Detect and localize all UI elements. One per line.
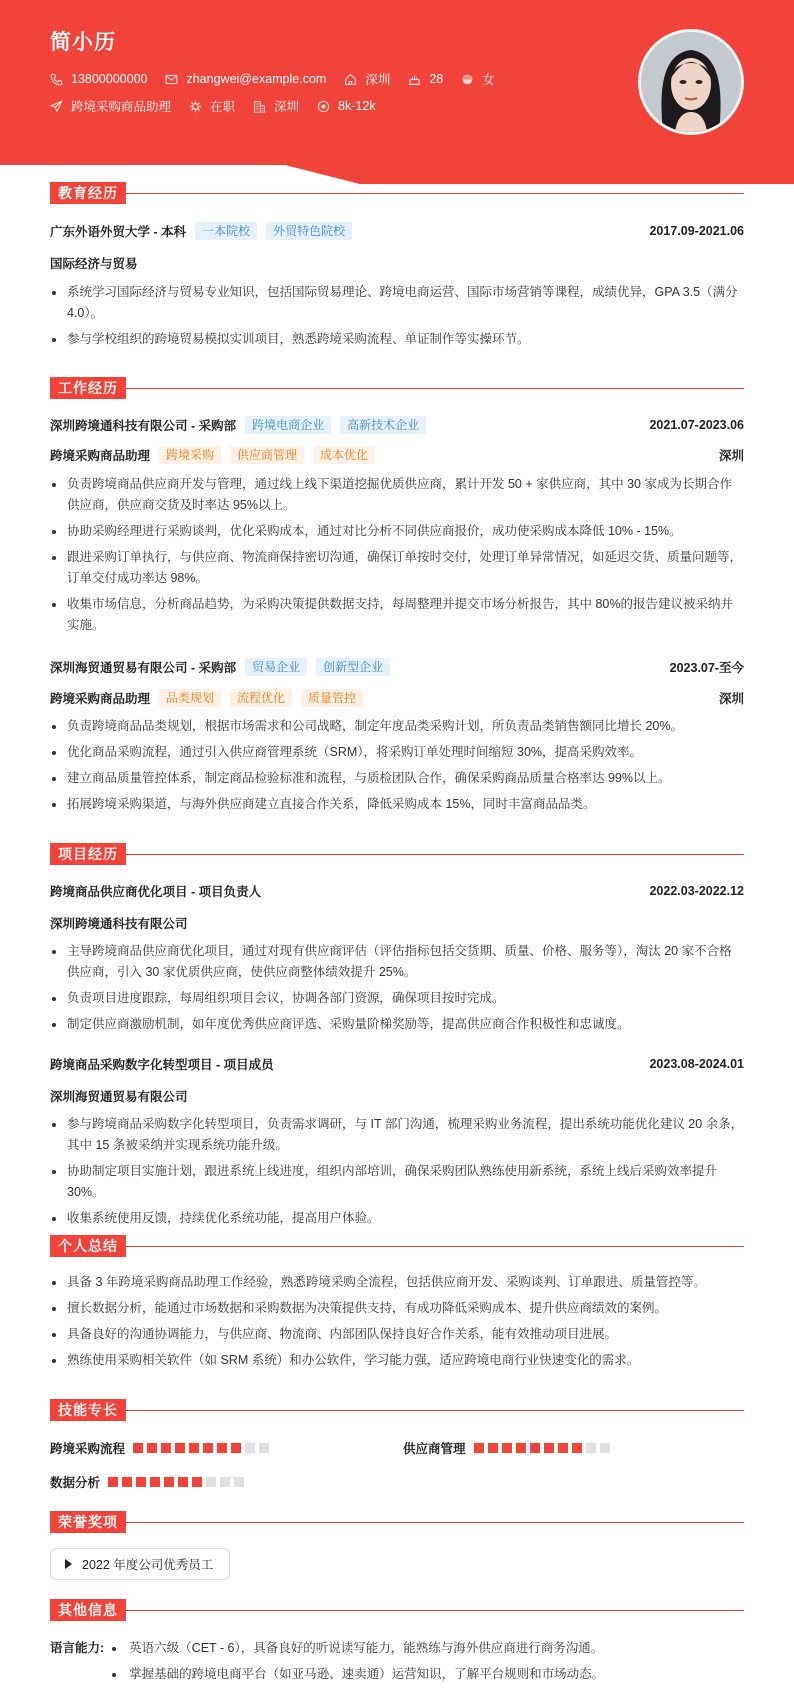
skill-dot-filled	[488, 1443, 498, 1453]
list-item: 参与跨境商品采购数字化转型项目，负责需求调研，与 IT 部门沟通，梳理采购业务流程，提出系统功能优化建议 20 余条，其中 15 条被采纳并实现系统功能升级。	[50, 1114, 744, 1156]
skill-dot-filled	[175, 1443, 185, 1453]
school-name: 广东外语外贸大学 - 本科	[50, 225, 187, 239]
section-title: 技能专长	[50, 1399, 126, 1421]
portrait-image	[641, 32, 741, 132]
skill-dot-empty	[234, 1477, 244, 1487]
skill-dot-filled	[136, 1477, 146, 1487]
major: 国际经济与贸易	[50, 257, 138, 271]
work-bullets	[50, 474, 744, 641]
status-icon	[189, 100, 202, 113]
home-icon	[344, 73, 357, 86]
skill-dot-filled	[530, 1443, 540, 1453]
divider	[126, 193, 744, 194]
divider	[126, 1410, 744, 1411]
list-item: 协助采购经理进行采购谈判，优化采购成本，通过对比分析不同供应商报价，成功使采购成本降低 10% - 15%。	[50, 521, 744, 542]
skill-dot-filled	[147, 1443, 157, 1453]
summary-bullets	[50, 1272, 744, 1376]
email-item	[165, 72, 326, 86]
skill-dot-filled	[164, 1477, 174, 1487]
education-entry-header	[50, 221, 744, 241]
send-icon	[50, 100, 63, 113]
section-awards-header	[50, 1511, 744, 1533]
project-company: 深圳海贸通贸易有限公司	[50, 1090, 188, 1104]
project-title: 跨境商品采购数字化转型项目 - 项目成员	[50, 1058, 274, 1072]
project-bullets	[50, 1114, 744, 1234]
skill-dot-filled	[544, 1443, 554, 1453]
gender-item	[461, 70, 495, 88]
skill-dot-filled	[516, 1443, 526, 1453]
cake-icon	[408, 73, 421, 86]
list-item: 负责跨境商品供应商开发与管理，通过线上线下渠道挖掘优质供应商，累计开发 50 + 家供应商，其中 30 家成为长期合作供应商，供应商交货及时率达 95%以上。	[50, 474, 744, 516]
project-date: 2022.03-2022.12	[649, 884, 744, 898]
phone-item	[50, 72, 147, 86]
skill-dot-empty	[206, 1477, 216, 1487]
skill-level-bar	[474, 1443, 614, 1453]
skill-name: 供应商管理	[403, 1442, 466, 1456]
skill-name: 跨境采购流程	[50, 1442, 126, 1456]
role-tag: 跨境采购	[159, 446, 221, 464]
skill-dot-empty	[259, 1443, 269, 1453]
target-position-value: 跨境采购商品助理	[71, 100, 172, 114]
section-title: 工作经历	[50, 377, 126, 399]
skill-dot-empty	[220, 1477, 230, 1487]
skill-dot-empty	[586, 1443, 596, 1453]
section-title: 荣誉奖项	[50, 1511, 126, 1533]
section-education-header	[50, 182, 744, 204]
company-tag: 创新型企业	[316, 658, 390, 676]
contact-row	[50, 70, 513, 88]
divider	[126, 1610, 744, 1611]
list-item: 负责跨境商品品类规划，根据市场需求和公司战略，制定年度品类采购计划，所负责品类销售额同比增长 20%。	[50, 716, 744, 737]
phone-value: 13800000000	[71, 72, 148, 86]
salary-icon	[317, 100, 330, 113]
skill-dot-filled	[572, 1443, 582, 1453]
skill-dot-filled	[217, 1443, 227, 1453]
skill-dot-filled	[133, 1443, 143, 1453]
list-item: 具备 3 年跨境采购商品助理工作经验，熟悉跨境采购全流程，包括供应商开发、采购谈判、订单跟进、质量管控等。	[50, 1272, 744, 1293]
company-name: 深圳海贸通贸易有限公司 - 采购部	[50, 661, 237, 675]
skill-dot-filled	[108, 1477, 118, 1487]
skill-dot-filled	[161, 1443, 171, 1453]
skill-level-bar	[108, 1477, 248, 1487]
role-tag: 流程优化	[230, 689, 292, 707]
section-other-header	[50, 1599, 744, 1621]
triangle-icon	[65, 1559, 72, 1569]
section-skills-header	[50, 1399, 744, 1421]
list-item: 擅长数据分析，能通过市场数据和采购数据为决策提供支持，有成功降低采购成本、提升供应商绩效的案例。	[50, 1298, 744, 1319]
language-label: 语言能力:	[50, 1641, 105, 1655]
list-item: 拓展跨境采购渠道，与海外供应商建立直接合作关系，降低采购成本 15%，同时丰富商品品类。	[50, 794, 744, 815]
work-date: 2021.07-2023.06	[649, 418, 744, 432]
role-tag: 供应商管理	[230, 446, 304, 464]
skill-dot-filled	[203, 1443, 213, 1453]
company-tag: 高新技术企业	[340, 416, 426, 434]
project-entry-header	[50, 881, 744, 901]
target-city-value: 深圳	[274, 100, 300, 114]
section-title: 个人总结	[50, 1235, 126, 1257]
skill-dot-empty	[245, 1443, 255, 1453]
list-item: 协助制定项目实施计划，跟进系统上线进度，组织内部培训，确保采购团队熟练使用新系统，系统上线后采购效率提升 30%。	[50, 1161, 744, 1203]
school-tag: 一本院校	[195, 222, 257, 240]
location-item	[344, 70, 390, 88]
work-entry-header	[50, 657, 744, 677]
award-item	[50, 1548, 230, 1580]
work-location: 深圳	[718, 692, 744, 706]
project-title: 跨境商品供应商优化项目 - 项目负责人	[50, 885, 262, 899]
salary-value: 8k-12k	[338, 99, 376, 113]
avatar	[638, 29, 744, 135]
list-item: 负责项目进度跟踪，每周组织项目会议，协调各部门资源，确保项目按时完成。	[50, 988, 744, 1009]
job-role: 跨境采购商品助理	[50, 692, 151, 706]
list-item: 英语六级（CET - 6），具备良好的听说读写能力，能熟练与海外供应商进行商务沟通。	[110, 1638, 604, 1659]
list-item: 收集市场信息，分析商品趋势，为采购决策提供数据支持，每周整理并提交市场分析报告，其中 80%的报告建议被采纳并实施。	[50, 594, 744, 636]
status-value: 在职	[210, 100, 236, 114]
list-item: 参与学校组织的跨境贸易模拟实训项目，熟悉跨境采购流程、单证制作等实操环节。	[50, 329, 744, 350]
list-item: 主导跨境商品供应商优化项目，通过对现有供应商评估（评估指标包括交货期、质量、价格、服务等），淘汰 20 家不合格供应商，引入 30 家优质供应商，使供应商整体绩效提升 25%。	[50, 941, 744, 983]
building-icon	[253, 100, 266, 113]
salary-item	[317, 99, 376, 113]
role-tag: 质量管控	[301, 689, 363, 707]
age-item	[408, 72, 443, 86]
section-summary-header	[50, 1235, 744, 1257]
company-tag: 贸易企业	[245, 658, 307, 676]
work-role-row	[50, 445, 744, 465]
resume-header	[0, 0, 794, 185]
divider	[126, 1522, 744, 1523]
section-projects-header	[50, 843, 744, 865]
education-bullets	[50, 282, 744, 355]
list-item: 跟进采购订单执行，与供应商、物流商保持密切沟通，确保订单按时交付，处理订单异常情况，如延迟交货、质量问题等，订单交付成功率达 98%。	[50, 547, 744, 589]
company-tag: 跨境电商企业	[245, 416, 331, 434]
mail-icon	[165, 73, 178, 86]
job-intent-row	[50, 97, 394, 115]
skill-dot-empty	[600, 1443, 610, 1453]
work-bullets	[50, 716, 744, 820]
job-role: 跨境采购商品助理	[50, 449, 151, 463]
skill-level-bar	[133, 1443, 273, 1453]
divider	[126, 854, 744, 855]
status-item	[189, 97, 235, 115]
phone-icon	[50, 73, 63, 86]
list-item: 制定供应商激励机制，如年度优秀供应商评选、采购量阶梯奖励等，提高供应商合作积极性和忠诚度。	[50, 1014, 744, 1035]
skill-dot-filled	[474, 1443, 484, 1453]
language-info	[50, 1638, 744, 1690]
skill-dot-filled	[178, 1477, 188, 1487]
skill-dot-filled	[192, 1477, 202, 1487]
gender-value: 女	[482, 73, 495, 87]
candidate-name: 简小历	[50, 31, 116, 54]
list-item: 系统学习国际经济与贸易专业知识，包括国际贸易理论、跨境电商运营、国际市场营销等课程，成绩优异，GPA 3.5（满分 4.0）。	[50, 282, 744, 324]
target-city-item	[253, 97, 299, 115]
skill-item	[50, 1438, 273, 1458]
project-date: 2023.08-2024.01	[649, 1057, 744, 1071]
education-date: 2017.09-2021.06	[649, 224, 744, 238]
company-name: 深圳跨境通科技有限公司 - 采购部	[50, 419, 237, 433]
section-title: 教育经历	[50, 182, 126, 204]
location-value: 深圳	[365, 73, 391, 87]
award-label: 2022 年度公司优秀员工	[82, 1558, 214, 1572]
divider	[126, 1246, 744, 1247]
skill-name: 数据分析	[50, 1476, 101, 1490]
section-title: 项目经历	[50, 843, 126, 865]
work-entry-header	[50, 415, 744, 435]
work-location: 深圳	[718, 449, 744, 463]
section-title: 其他信息	[50, 1599, 126, 1621]
gender-icon	[461, 73, 474, 86]
skill-dot-filled	[231, 1443, 241, 1453]
language-bullets	[110, 1638, 604, 1690]
age-value: 28	[429, 72, 444, 86]
section-work-header	[50, 377, 744, 399]
skill-dot-filled	[122, 1477, 132, 1487]
divider	[126, 388, 744, 389]
skill-dot-filled	[189, 1443, 199, 1453]
list-item: 掌握基础的跨境电商平台（如亚马逊、速卖通）运营知识，了解平台规则和市场动态。	[110, 1664, 604, 1685]
list-item: 优化商品采购流程，通过引入供应商管理系统（SRM），将采购订单处理时间缩短 30%，提高采购效率。	[50, 742, 744, 763]
skill-dot-filled	[558, 1443, 568, 1453]
project-company: 深圳跨境通科技有限公司	[50, 917, 188, 931]
list-item: 具备良好的沟通协调能力，与供应商、物流商、内部团队保持良好合作关系，能有效推动项目进展。	[50, 1324, 744, 1345]
skill-item	[50, 1472, 248, 1492]
work-role-row	[50, 688, 744, 708]
role-tag: 成本优化	[313, 446, 375, 464]
skill-item	[403, 1438, 614, 1458]
email-value: zhangwei@example.com	[186, 72, 327, 86]
list-item: 熟练使用采购相关软件（如 SRM 系统）和办公软件，学习能力强，适应跨境电商行业快速变化的需求。	[50, 1350, 744, 1371]
list-item: 收集系统使用反馈，持续优化系统功能，提高用户体验。	[50, 1208, 744, 1229]
project-entry-header	[50, 1054, 744, 1074]
list-item: 建立商品质量管控体系，制定商品检验标准和流程，与质检团队合作，确保采购商品质量合格率达 99%以上。	[50, 768, 744, 789]
school-tag: 外贸特色院校	[266, 222, 352, 240]
skill-dot-filled	[502, 1443, 512, 1453]
target-position-item	[50, 97, 171, 115]
role-tag: 品类规划	[159, 689, 221, 707]
work-date: 2023.07-至今	[669, 661, 744, 675]
skill-dot-filled	[150, 1477, 160, 1487]
project-bullets	[50, 941, 744, 1040]
